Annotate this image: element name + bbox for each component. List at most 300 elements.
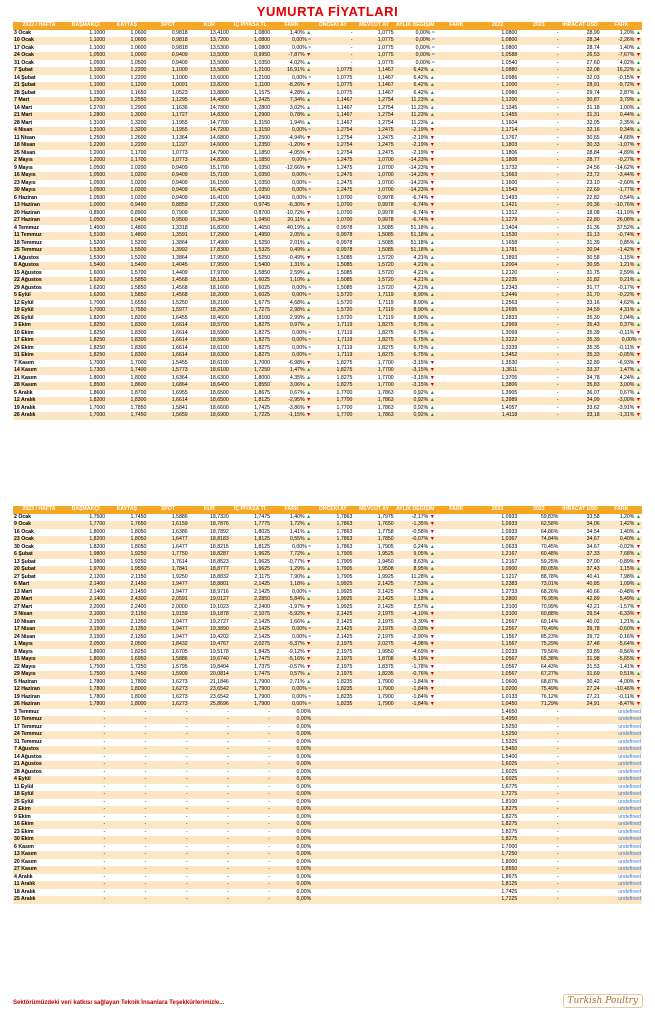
monthly-arrow-icon: = (430, 59, 435, 66)
avg-2022-cell: 1,1808 (477, 157, 518, 165)
value-cell: 1,1727 (147, 112, 188, 120)
value-cell: - (147, 784, 188, 792)
current-month-cell: 0,9978 (353, 210, 394, 218)
value-cell: 1,8200 (65, 315, 106, 323)
current-month-cell: 1,2754 (353, 112, 394, 120)
week-cell: 17 Ekim (13, 337, 65, 345)
export-usd-cell (559, 769, 600, 777)
export-usd-cell: 31,75 (559, 270, 600, 278)
column-header: FARK (436, 22, 477, 30)
table-row (13, 75, 642, 83)
fark-spacer-cell (436, 544, 477, 552)
export-usd-cell: 33,58 (559, 514, 600, 522)
week-cell: 17 Temmuz (13, 724, 65, 732)
change-arrow-icon: = (306, 292, 312, 298)
export-usd-cell: 40,02 (559, 619, 600, 627)
table-row (13, 90, 642, 98)
change-arrow-icon: ▲ (304, 262, 312, 268)
value-cell: 1,0500 (65, 60, 106, 68)
prev-month-cell: 1,2475 (312, 165, 353, 173)
value-cell: 1,1700 (106, 157, 147, 165)
prev-month-cell: 2,1975 (312, 641, 353, 649)
table-row (13, 247, 642, 255)
change-arrow-icon: = (306, 701, 312, 707)
value-cell: -4,94% ▼ (271, 135, 312, 143)
prev-month-cell (312, 881, 353, 889)
export-arrow-icon: undefined (618, 731, 641, 737)
export-arrow-icon: ▼ (634, 74, 641, 81)
value-cell: - (230, 709, 271, 717)
table-row (13, 180, 642, 188)
value-cell: 1,6273 (147, 694, 188, 702)
avg-2022-cell: 1,0900 (477, 566, 518, 574)
monthly-arrow-icon: ▼ (428, 663, 435, 670)
table-row (13, 255, 642, 263)
value-cell: 2,1075 (230, 611, 271, 619)
avg-2023-cell: - (518, 97, 559, 105)
value-cell: 14,8300 (189, 157, 230, 165)
value-cell: 1,40% ▲ (271, 514, 312, 522)
prev-month-cell: 1,0700 (312, 217, 353, 225)
value-cell: 1,7450 (106, 412, 147, 420)
export-change-cell (601, 799, 642, 807)
monthly-arrow-icon: ▲ (428, 247, 435, 253)
export-change-cell: 0,44% ▲ (601, 112, 642, 120)
export-arrow-icon: ▼ (634, 626, 641, 632)
value-cell: 1,7000 (65, 300, 106, 308)
table-row (13, 821, 642, 829)
avg-2022-cell: 1,2695 (477, 307, 518, 315)
value-cell: - (147, 896, 188, 904)
value-cell: 23,6542 (189, 694, 230, 702)
export-arrow-icon: undefined (618, 888, 641, 895)
avg-2022-cell: 1,1781 (477, 247, 518, 255)
avg-2022-cell: 1,2235 (477, 277, 518, 285)
export-arrow-icon: ▼ (634, 82, 641, 88)
value-cell: 1,1000 (65, 45, 106, 53)
table-row (13, 619, 642, 627)
monthly-arrow-icon: ▲ (428, 299, 435, 306)
avg-2022-cell: 1,5250 (477, 731, 518, 739)
fark-spacer-cell (436, 641, 477, 649)
export-change-cell: -6,33% ▼ (601, 611, 642, 619)
column-header: BAŞMAKÇI (65, 22, 106, 30)
export-change-cell (601, 739, 642, 747)
monthly-arrow-icon: ▲ (428, 119, 435, 126)
value-cell: 1,0600 (106, 30, 147, 38)
export-arrow-icon: ▲ (634, 119, 641, 126)
avg-2023-cell: - (518, 896, 559, 904)
value-cell: 13,5000 (189, 52, 230, 60)
prev-month-cell: 1,9925 (312, 589, 353, 597)
value-cell: - (189, 791, 230, 799)
monthly-arrow-icon: ▲ (428, 112, 435, 118)
value-cell: 0,00% (271, 836, 312, 844)
change-arrow-icon: ▲ (304, 314, 312, 321)
column-header: 2023 (518, 22, 559, 30)
change-arrow-icon: ▲ (304, 389, 312, 396)
value-cell: 16,3400 (189, 217, 230, 225)
monthly-arrow-icon: ▼ (428, 513, 435, 520)
value-cell: - (189, 746, 230, 754)
export-usd-cell: 37,43 (559, 566, 600, 574)
prev-month-cell: 1,2754 (312, 150, 353, 158)
export-change-cell: 0,54% ▲ (601, 195, 642, 203)
value-cell: 1,8275 (230, 345, 271, 353)
value-cell: 0,00% = (271, 75, 312, 83)
current-month-cell: 1,8235 (353, 671, 394, 679)
export-usd-cell (559, 806, 600, 814)
export-change-cell: 5,49% ▲ (601, 596, 642, 604)
export-change-cell: -4,68% ▼ (601, 135, 642, 143)
table-row (13, 829, 642, 837)
value-cell: 1,0500 (65, 172, 106, 180)
table-row (13, 784, 642, 792)
prev-month-cell: 1,5085 (312, 270, 353, 278)
table-row (13, 30, 642, 38)
value-cell: 1,3150 (230, 120, 271, 128)
week-cell: 1 Mayıs (13, 641, 65, 649)
value-cell: - (106, 806, 147, 814)
value-cell: 1,8000 (106, 701, 147, 709)
current-month-cell: 1,7119 (353, 300, 394, 308)
value-cell: - (230, 754, 271, 762)
monthly-arrow-icon: ▼ (428, 648, 435, 655)
value-cell: 0,9500 (147, 217, 188, 225)
monthly-arrow-icon: ▲ (428, 104, 435, 111)
monthly-change-cell: -14,23% ▼ (395, 165, 436, 173)
current-month-cell: 1,5085 (353, 247, 394, 255)
current-month-cell: 1,9925 (353, 574, 394, 582)
value-cell: 1,4800 (106, 225, 147, 233)
monthly-change-cell: -1,84% ▼ (395, 679, 436, 687)
export-arrow-icon: ▲ (634, 536, 641, 542)
value-cell: 1,9625 (230, 551, 271, 559)
export-usd-cell: 30,95 (559, 262, 600, 270)
avg-2022-cell: 1,3530 (477, 360, 518, 368)
value-cell: 1,7450 (106, 514, 147, 522)
current-month-cell: 1,8275 (353, 337, 394, 345)
value-cell: 0,00% (271, 761, 312, 769)
change-arrow-icon: ▲ (304, 581, 312, 587)
avg-2023-cell: - (518, 709, 559, 717)
value-cell: - (147, 754, 188, 762)
value-cell: 1,8000 (106, 375, 147, 383)
value-cell: 1,0800 (230, 37, 271, 45)
monthly-change-cell (395, 866, 436, 874)
avg-2022-cell: 1,3099 (477, 330, 518, 338)
value-cell: 1,4950 (230, 232, 271, 240)
export-change-cell: -8,47% ▼ (601, 701, 642, 709)
avg-2023-cell: - (518, 157, 559, 165)
value-cell: - (65, 799, 106, 807)
change-arrow-icon: ▲ (304, 307, 312, 313)
prev-month-cell: 2,1975 (312, 649, 353, 657)
value-cell: 1,6614 (147, 337, 188, 345)
current-month-cell: 1,0700 (353, 172, 394, 180)
prev-month-cell (312, 889, 353, 897)
export-arrow-icon: ▲ (634, 382, 641, 388)
value-cell: 0,9950 (230, 52, 271, 60)
export-arrow-icon: ▼ (634, 292, 641, 298)
table-row (13, 866, 642, 874)
value-cell: - (106, 761, 147, 769)
export-arrow-icon: ▲ (634, 566, 641, 572)
value-cell: 1,94% ▲ (271, 120, 312, 128)
avg-2023-cell: - (518, 142, 559, 150)
value-cell: 1,8100 (230, 315, 271, 323)
current-month-cell: 1,1467 (353, 75, 394, 83)
value-cell: - (106, 881, 147, 889)
export-usd-cell: 28,99 (559, 30, 600, 38)
value-cell: 1,3992 (147, 247, 188, 255)
export-arrow-icon: undefined (618, 708, 641, 715)
value-cell: 1,8300 (106, 397, 147, 405)
value-cell: 18,6300 (189, 352, 230, 360)
value-cell: 1,2200 (106, 142, 147, 150)
prev-month-cell: 2,1425 (312, 619, 353, 627)
table-row (13, 709, 642, 717)
value-cell: 13,8200 (189, 82, 230, 90)
week-cell: 26 Haziran (13, 701, 65, 709)
prev-month-cell: 1,5085 (312, 285, 353, 293)
current-month-cell: 1,7700 (353, 375, 394, 383)
table-row (13, 277, 642, 285)
value-cell: 0,00% (271, 806, 312, 814)
week-cell: 5 Eylül (13, 292, 65, 300)
current-month-cell: 1,8708 (353, 656, 394, 664)
monthly-arrow-icon: ▲ (428, 67, 435, 73)
avg-2022-cell: 1,1345 (477, 105, 518, 113)
fark-spacer-cell (436, 37, 477, 45)
week-cell: 10 Temmuz (13, 716, 65, 724)
monthly-change-cell (395, 761, 436, 769)
export-arrow-icon: undefined (618, 828, 641, 835)
value-cell: - (189, 821, 230, 829)
table-row (13, 285, 642, 293)
table-row (13, 210, 642, 218)
value-cell: 1,0350 (230, 172, 271, 180)
avg-2023-cell: - (518, 210, 559, 218)
avg-2023-cell: - (518, 390, 559, 398)
value-cell: 0,00% = (271, 285, 312, 293)
current-month-cell (353, 746, 394, 754)
value-cell: 1,5977 (147, 307, 188, 315)
avg-2022-cell: 1,6775 (477, 784, 518, 792)
value-cell: 1,7800 (65, 679, 106, 687)
avg-2023-cell: - (518, 60, 559, 68)
monthly-arrow-icon: ▼ (428, 671, 435, 677)
prev-month-cell: 1,0775 (312, 67, 353, 75)
column-header: BAŞMAKÇI (65, 506, 106, 514)
value-cell: - (230, 769, 271, 777)
monthly-change-cell: -1,84% ▼ (395, 686, 436, 694)
monthly-change-cell: 7,53% ▲ (395, 589, 436, 597)
current-month-cell: 2,1975 (353, 619, 394, 627)
value-cell: 1,2500 (65, 97, 106, 105)
monthly-change-cell: -6,74% ▼ (395, 210, 436, 218)
export-arrow-icon: ▼ (634, 247, 641, 253)
monthly-change-cell: 0,92% ▲ (395, 397, 436, 405)
export-arrow-icon: ▲ (634, 112, 641, 118)
export-usd-cell: 20,36 (559, 202, 600, 210)
value-cell: -5,37% ▼ (271, 641, 312, 649)
monthly-change-cell: 6,75% ▲ (395, 345, 436, 353)
export-change-cell: 4,62% ▲ (601, 300, 642, 308)
value-cell: 1,8125 (230, 544, 271, 552)
avg-2023-cell: 76,95% (518, 596, 559, 604)
export-change-cell: -0,27% ▼ (601, 157, 642, 165)
value-cell: 15,1700 (189, 165, 230, 173)
value-cell: 1,8000 (65, 656, 106, 664)
avg-2023-cell: 70,45% (518, 544, 559, 552)
monthly-change-cell: 6,75% ▲ (395, 352, 436, 360)
value-cell: - (65, 821, 106, 829)
value-cell: - (65, 874, 106, 882)
export-change-cell (601, 821, 642, 829)
value-cell: - (230, 761, 271, 769)
value-cell: 17,4900 (189, 240, 230, 248)
fark-spacer-cell (436, 382, 477, 390)
export-usd-cell: 18,08 (559, 210, 600, 218)
value-cell: 1,8300 (106, 322, 147, 330)
value-cell: 1,5659 (147, 412, 188, 420)
export-change-cell: 1,47% ▲ (601, 367, 642, 375)
prev-month-cell: 1,2754 (312, 127, 353, 135)
export-arrow-icon: undefined (618, 821, 641, 827)
value-cell: 13,5800 (189, 67, 230, 75)
value-cell: 1,2550 (106, 97, 147, 105)
table-row (13, 202, 642, 210)
table-row (13, 806, 642, 814)
avg-2022-cell: 1,3705 (477, 375, 518, 383)
week-cell: 14 Kasım (13, 367, 65, 375)
week-cell: 27 Şubat (13, 574, 65, 582)
value-cell: 0,00% (271, 739, 312, 747)
export-usd-cell: 31,69 (559, 671, 600, 679)
change-arrow-icon: ▲ (304, 239, 312, 246)
fark-spacer-cell (436, 656, 477, 664)
monthly-change-cell: 7,53% ▲ (395, 581, 436, 589)
current-month-cell: 1,2475 (353, 142, 394, 150)
change-arrow-icon: ▼ (304, 611, 312, 617)
monthly-arrow-icon: = (430, 37, 435, 43)
value-cell: - (147, 746, 188, 754)
week-cell: 11 Eylül (13, 784, 65, 792)
export-change-cell: -0,16% ▼ (601, 634, 642, 642)
avg-2023-cell: - (518, 724, 559, 732)
prev-month-cell: 1,0700 (312, 195, 353, 203)
value-cell: 0,00% (271, 881, 312, 889)
export-change-cell: 26,08% ▲ (601, 217, 642, 225)
fark-spacer-cell (436, 626, 477, 634)
fark-spacer-cell (436, 589, 477, 597)
value-cell: 1,8250 (65, 330, 106, 338)
value-cell: 15,7100 (189, 172, 230, 180)
value-cell: 1,8025 (230, 529, 271, 537)
avg-2023-cell: - (518, 784, 559, 792)
change-arrow-icon: = (306, 686, 312, 692)
export-usd-cell: 40,66 (559, 589, 600, 597)
monthly-change-cell: 6,42% ▲ (395, 75, 436, 83)
monthly-arrow-icon: ▲ (428, 543, 435, 550)
change-arrow-icon: = (306, 284, 312, 291)
value-cell: - (65, 724, 106, 732)
value-cell: - (230, 731, 271, 739)
column-header: KAYTAŞ (106, 22, 147, 30)
avg-2023-cell: - (518, 821, 559, 829)
export-usd-cell: 23,10 (559, 180, 600, 188)
week-cell: 21 Şubat (13, 82, 65, 90)
value-cell: - (230, 716, 271, 724)
fark-spacer-cell (436, 521, 477, 529)
value-cell: 0,00% (271, 746, 312, 754)
value-cell: 18,8215 (189, 544, 230, 552)
table-row (13, 217, 642, 225)
avg-2022-cell: 1,0933 (477, 529, 518, 537)
week-cell: 6 Kasım (13, 844, 65, 852)
export-usd-cell (559, 866, 600, 874)
avg-2022-cell: 1,1567 (477, 634, 518, 642)
monthly-change-cell (395, 874, 436, 882)
value-cell: - (65, 896, 106, 904)
table-row (13, 352, 642, 360)
export-change-cell: -9,72% ▼ (601, 82, 642, 90)
export-usd-cell: 27,21 (559, 694, 600, 702)
column-header: KAYTAŞ (106, 506, 147, 514)
value-cell: 1,7300 (65, 367, 106, 375)
export-arrow-icon: ▼ (634, 52, 641, 58)
page-title: YUMURTA FİYATLARI (256, 4, 399, 19)
avg-2022-cell: 1,1732 (477, 165, 518, 173)
monthly-arrow-icon: ▼ (428, 157, 435, 163)
export-change-cell (601, 769, 642, 777)
export-usd-cell (559, 784, 600, 792)
avg-2023-cell: - (518, 67, 559, 75)
value-cell: 1,5300 (65, 255, 106, 263)
fark-spacer-cell (436, 754, 477, 762)
avg-2023-cell: - (518, 285, 559, 293)
avg-2022-cell: 1,0567 (477, 656, 518, 664)
change-arrow-icon: ▲ (304, 217, 312, 223)
value-cell: 1,7425 (230, 405, 271, 413)
value-cell: 1,9477 (147, 626, 188, 634)
value-cell: 1,8275 (230, 337, 271, 345)
export-usd-cell: 34,06 (559, 521, 600, 529)
current-month-cell (353, 731, 394, 739)
export-arrow-icon: ▼ (634, 149, 641, 156)
value-cell: 1,0500 (65, 165, 106, 173)
monthly-change-cell: -3,30% ▼ (395, 619, 436, 627)
value-cell: 19,3890 (189, 626, 230, 634)
fark-spacer-cell (436, 761, 477, 769)
export-arrow-icon: ▼ (634, 633, 641, 640)
export-arrow-icon: ▲ (634, 521, 641, 527)
prev-month-cell (312, 844, 353, 852)
week-cell: 16 Ocak (13, 529, 65, 537)
prev-month-cell: 1,7700 (312, 397, 353, 405)
week-cell: 29 Mayıs (13, 671, 65, 679)
value-cell: - (106, 889, 147, 897)
change-arrow-icon: ▲ (304, 97, 312, 103)
value-cell: - (65, 806, 106, 814)
current-month-cell: 1,9450 (353, 559, 394, 567)
current-month-cell: 1,2475 (353, 127, 394, 135)
fark-spacer-cell (436, 649, 477, 657)
prev-month-cell (312, 724, 353, 732)
value-cell: 1,0773 (147, 150, 188, 158)
value-cell: - (189, 761, 230, 769)
